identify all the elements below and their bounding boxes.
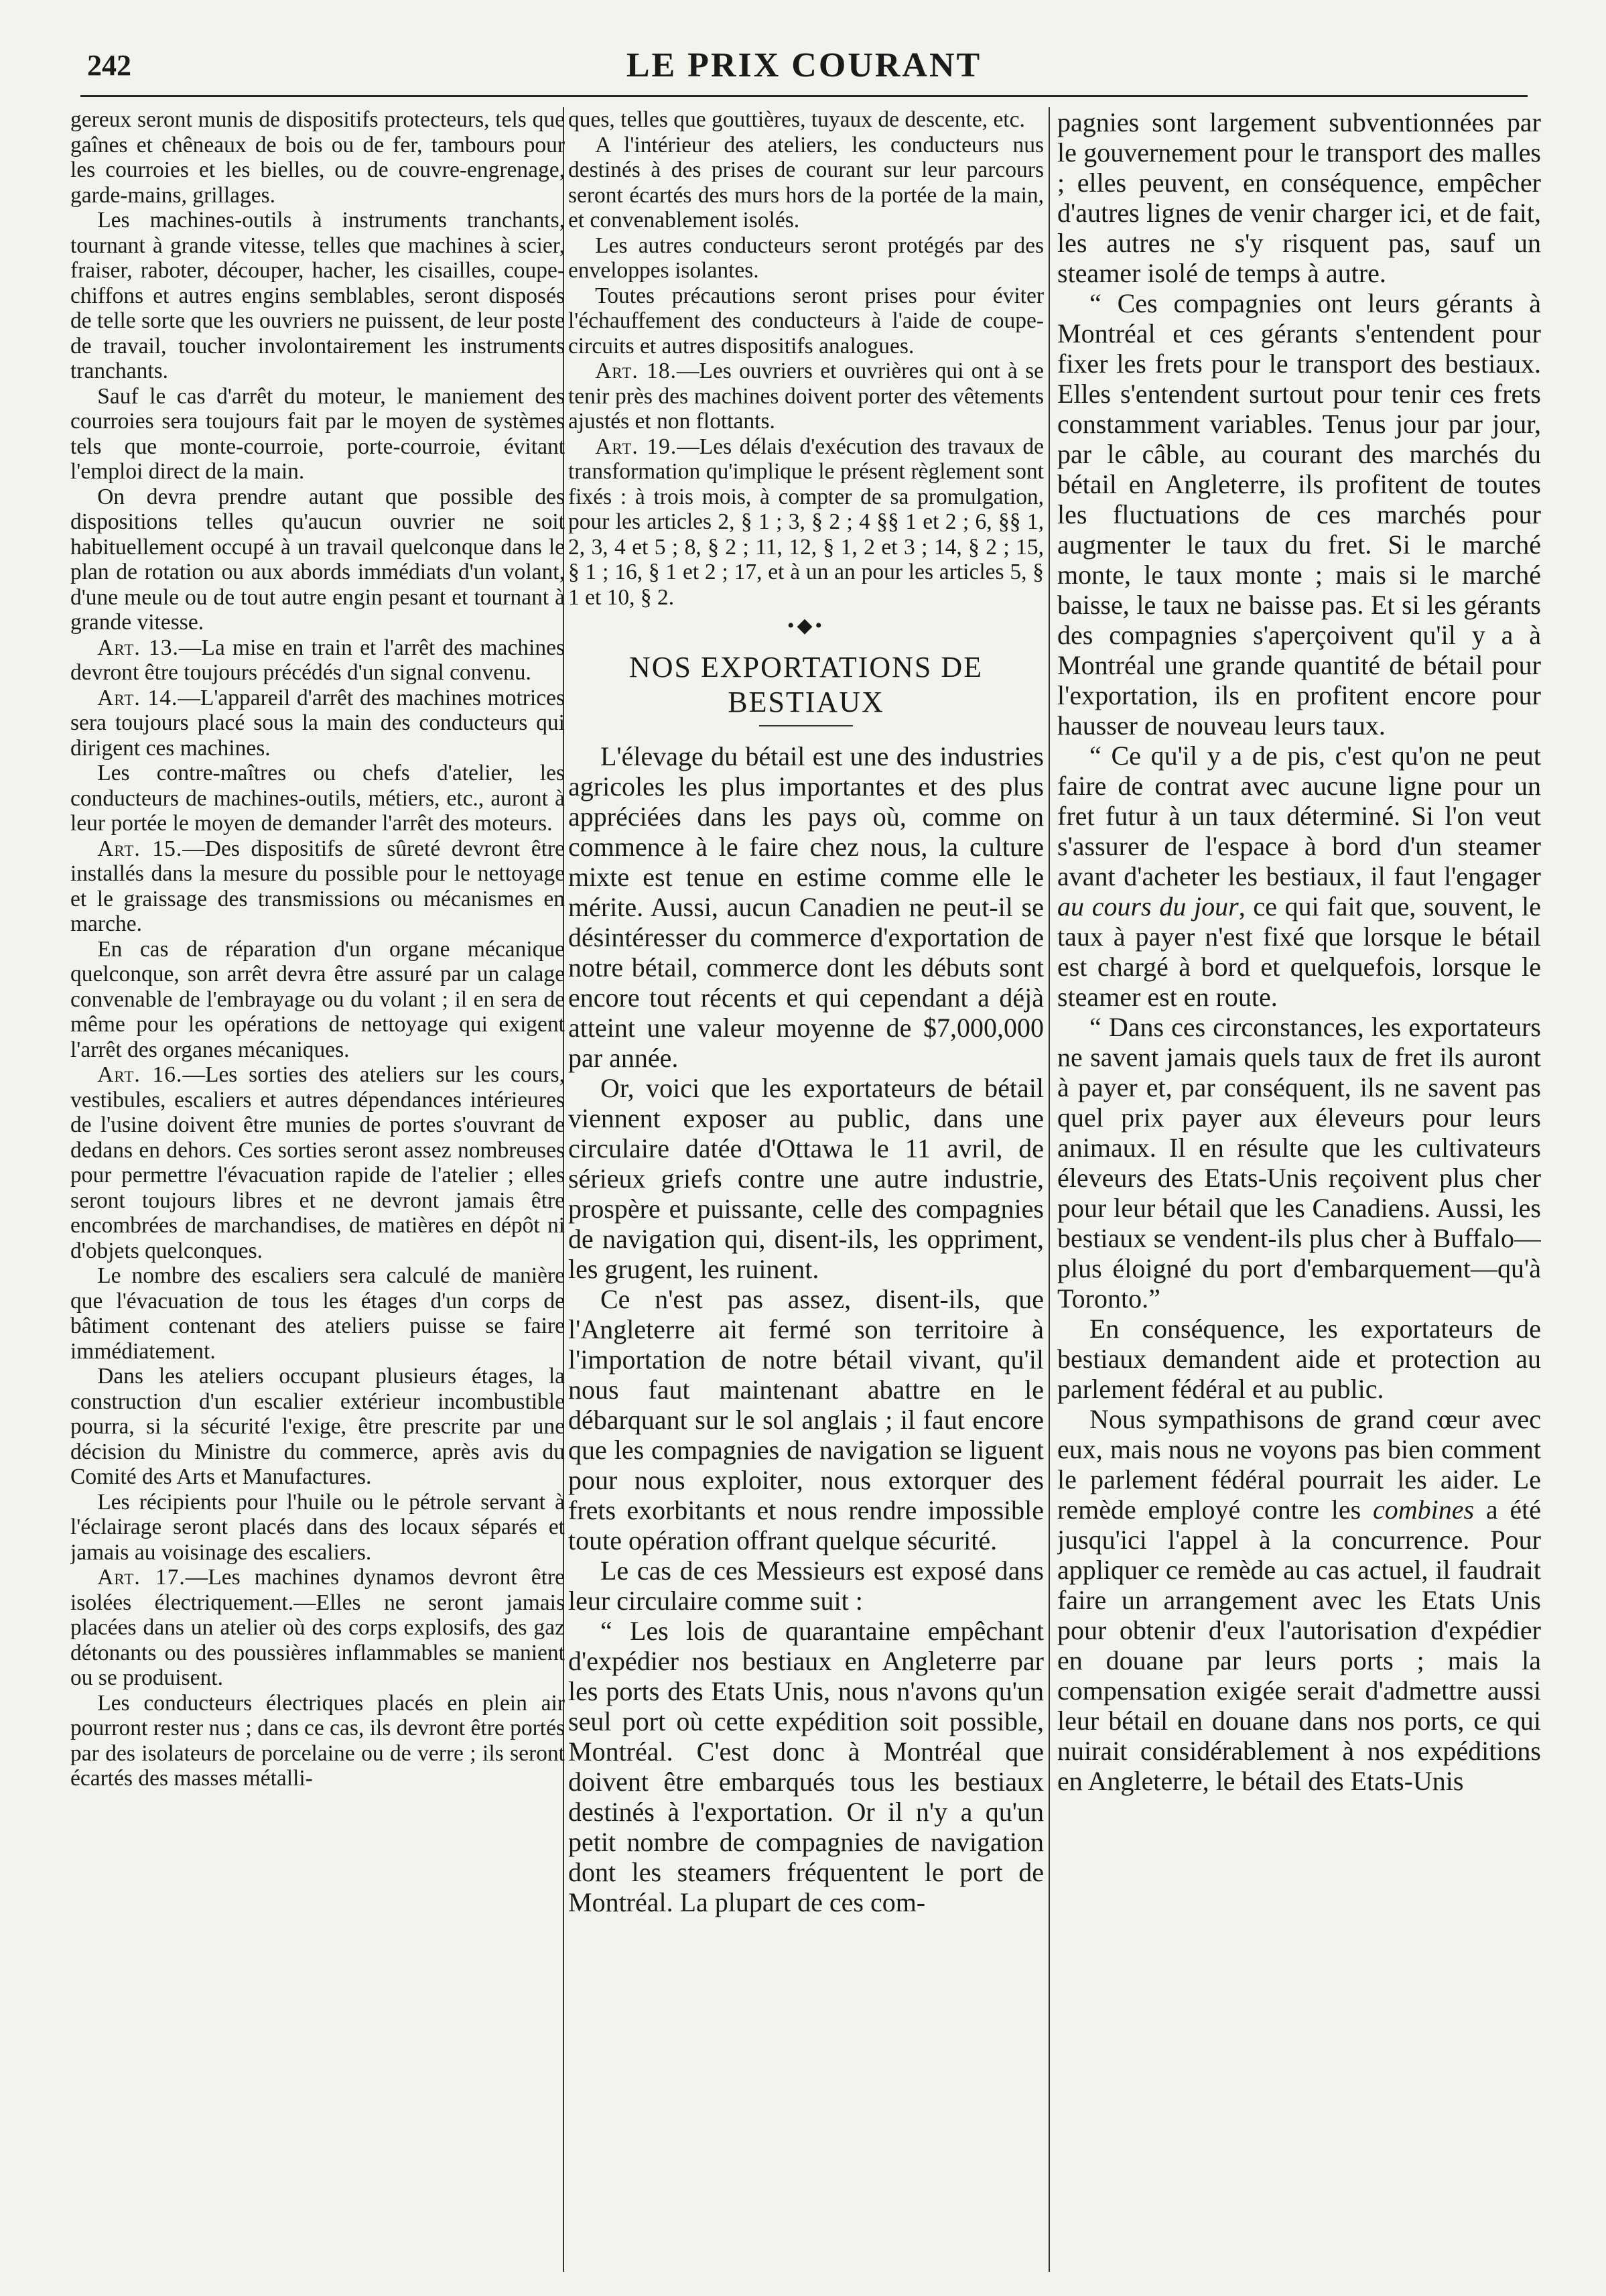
paragraph: Les récipients pour l'huile ou le pétrole servant à l'éclairage seront placés dans des locaux séparés et jamais au voisinage des escaliers. [70, 1489, 565, 1565]
article-18 [568, 359, 1044, 434]
paragraph: gereux seront munis de dispositifs protecteurs, tels que gaînes et chêneaux de bois ou de fer, tambours pour les courroies et les bielles, ou de couvre-engrenage, garde-mains, grillages. [70, 107, 565, 208]
article-16 [70, 1062, 565, 1263]
section-title [568, 650, 1044, 726]
article-label: Art. 17. [97, 1565, 186, 1590]
journal-title: LE PRIX COURANT [626, 46, 982, 84]
paragraph: Les machines-outils à instruments tranchants, tournant à grande vitesse, telles que machines à scier, fraiser, raboter, découper, hacher, les cisailles, coupe-chiffons et autres engins semblables, seront disposés de telle sorte que les ouvriers ne puissent, de leur poste de travail, toucher involontairement les instruments tranchants. [70, 208, 565, 383]
text-run: a été jusqu'ici l'appel à la concurrence. Pour appliquer ce remède au cas actuel, il faudrait faire un arrangement avec les Etats Unis pour obtenir d'eux l'autorisation d'expédier en douane par leurs ports ; mais la compensation exigée serait d'admettre aussi leur bétail en douane dans nos ports, ce qui nuirait considérablement à nos expéditions en Angleterre, le bétail des Etats-Unis [1057, 1494, 1541, 1796]
paragraph: Ce n'est pas assez, disent-ils, que l'Angleterre ait fermé son territoire à l'importation de notre bétail vivant, qu'il nous faut maintenant abattre en le débarquant sur le sol anglais ; il faut encore que les compagnies de navigation se liguent pour nous exploiter, nous extorquer des frets exorbitants et nous rendre impossible toute opération offrant quelque sécurité. [568, 1284, 1044, 1555]
article-19 [568, 434, 1044, 611]
paragraph [1057, 741, 1541, 1012]
article-text: —Les délais d'exécution des travaux de transformation qu'implique le présent règlement sont fixés : à trois mois, à compter de sa promulgation, pour les articles 2, § 1 ; 3, § 2 ; 4 §§ 1 et 2 ; 6, §§ 1, 2, 3, 4 et 5 ; 8, § 2 ; 11, 12, § 1, 2 et 3 ; 14, § 2 ; 15, § 1 ; 16, § 1 et 2 ; 17, et à un an pour les articles 5, § 1 et 10, § 2. [568, 434, 1044, 610]
article-text: —Des dispositifs de sûreté devront être installés dans la mesure du possible pour le nettoyage et le graissage des transmissions ou mécanismes en marche. [70, 836, 565, 936]
emphasis: au cours du jour [1057, 891, 1239, 921]
paragraph: ques, telles que gouttières, tuyaux de descente, etc. [568, 107, 1025, 132]
paragraph: Le nombre des escaliers sera calculé de manière que l'évacuation de tous les étages d'un corps de bâtiment contenant des ateliers puisse se faire immédiatement. [70, 1263, 565, 1364]
paragraph: Les contre-maîtres ou chefs d'atelier, les conducteurs de machines-outils, métiers, etc., auront à leur portée le moyen de demander l'arrêt des moteurs. [70, 761, 565, 836]
paragraph: Les autres conducteurs seront protégés par des enveloppes isolantes. [568, 233, 1044, 283]
article-text: —Les machines dynamos devront être isolées électriquement.—Elles ne seront jamais placées dans un atelier où des corps explosifs, des gaz détonants ou des poussières inflammables se manient ou se produisent. [70, 1565, 565, 1690]
section-ornament: •◆• [787, 615, 825, 637]
regulation-continuation [568, 107, 1044, 610]
text-run: , ce qui fait que, souvent, le taux à payer n'est fixé que lorsque le bétail est chargé à bord et quelquefois, lorsque le steamer est en route. [1057, 891, 1541, 1012]
paragraph: Le cas de ces Messieurs est exposé dans leur circulaire comme suit : [568, 1555, 1044, 1616]
article-15 [70, 836, 565, 937]
column-1 [70, 107, 565, 2272]
paragraph: pagnies sont largement subventionnées par le gouvernement pour le transport des malles ; elles peuvent, en conséquence, empêcher d'autres lignes de venir charger ici, et de fait, les autres ne s'y risquent pas, sauf un steamer isolé de temps à autre. [1057, 107, 1541, 288]
text-run: “ Ce qu'il y a de pis, c'est qu'on ne peut faire de contrat avec aucune ligne pour un fret futur à un taux déterminé. Si l'on veut s'assurer de l'espace à bord d'un steamer avant d'acheter les bestiaux, il faut l'engager [1057, 741, 1541, 891]
paragraph: A l'intérieur des ateliers, les conducteurs nus destinés à des prises de courant sur leur parcours seront écartés des murs hors de la portée de la main, et convenablement isolés. [568, 132, 1044, 233]
column-2 [568, 107, 1044, 2272]
article-label: Art. 18. [595, 359, 677, 383]
paragraph: On devra prendre autant que possible des dispositions telles qu'aucun ouvrier ne soit habituellement occupé à un travail quelconque dans le plan de rotation ou aux abords immédiats d'un volant, d'une meule ou de tout autre engin pesant et tournant à grande vitesse. [70, 484, 565, 635]
article-text: —La mise en train et l'arrêt des machines devront être toujours précédés d'un signal convenu. [70, 635, 565, 685]
page-header [80, 42, 1528, 97]
article-label: Art. 19. [595, 434, 677, 459]
article-17 [70, 1565, 565, 1691]
article-label: Art. 14. [97, 685, 178, 710]
article-14 [70, 686, 565, 761]
column-3 [1057, 107, 1541, 2272]
paragraph: Toutes précautions seront prises pour éviter l'échauffement des conducteurs à l'aide de coupe-circuits et autres dispositifs analogues. [568, 283, 1044, 359]
article-text: —Les sorties des ateliers sur les cours, vestibules, escaliers et autres dépendances intérieures de l'usine doivent être munies de portes s'ouvrant de dedans en dehors. Ces sorties seront assez nombreuses pour permettre l'évacuation rapide de l'atelier ; elles seront toujours libres et ne devront jamais être encombrées de marchandises, de matières en dépôt ni d'objets quelconques. [70, 1062, 565, 1263]
paragraph: “ Les lois de quarantaine empêchant d'expédier nos bestiaux en Angleterre par les ports des Etats Unis, nous n'avons qu'un seul port où cette expédition soit possible, Montréal. C'est donc à Montréal que doivent être embarqués tous les bestiaux destinés à l'exportation. Or il n'y a qu'un petit nombre de compagnies de navigation dont les steamers fréquentent le port de Montréal. La plupart de ces com- [568, 1616, 1044, 1917]
section-title-line: BESTIAUX [728, 686, 884, 718]
paragraph: Les conducteurs électriques placés en plein air pourront rester nus ; dans ce cas, ils devront être portés par des isolateurs de porcelaine ou de verre ; ils seront écartés des masses métalli- [70, 1690, 565, 1791]
article-text: —Les ouvriers et ouvrières qui ont à se tenir près des machines doivent porter des vêtements ajustés et non flottants. [568, 359, 1044, 434]
paragraph: “ Ces compagnies ont leurs gérants à Montréal et ces gérants s'entendent pour fixer les frets pour le transport des bestiaux. Elles s'entendent surtout pour tenir ces frets constamment variables. Tenus jour par jour, par le câble, au courant des marchés du bétail en Angleterre, ils profitent de toutes les fluctuations de ces marchés pour augmenter le taux du fret. Si le marché monte, le taux monte ; mais si le marché baisse, le taux ne baisse pas. Et si les gérants des compagnies s'aperçoivent qu'il y a à Montréal une grande quantité de bétail pour l'exportation, ils en profitent encore pour hausser de nouveau leurs taux. [1057, 288, 1541, 741]
paragraph: En cas de réparation d'un organe mécanique quelconque, son arrêt devra être assuré par un calage convenable de l'embrayage ou du volant ; il en sera de même pour les opérations de nettoyage qui exigent l'arrêt des organes mécaniques. [70, 936, 565, 1062]
paragraph: Or, voici que les exportateurs de bétail viennent exposer au public, dans une circulaire datée d'Ottawa le 11 avril, de sérieux griefs contre une autre industrie, prospère et puissante, celle des compagnies de navigation qui, disent-ils, les oppriment, les grugent, les ruinent. [568, 1073, 1044, 1284]
paragraph: Sauf le cas d'arrêt du moteur, le maniement des courroies sera toujours fait par le moyen de systèmes tels que monte-courroie, porte-courroie, évitant l'emploi direct de la main. [70, 383, 565, 484]
column-divider-2 [1049, 107, 1050, 2272]
section-title-line: NOS EXPORTATIONS DE [628, 651, 984, 684]
article-13 [70, 635, 565, 686]
text-run: Nous sympathisons de grand cœur avec eux, mais nous ne voyons pas bien comment le parlement fédéral pourrait les aider. Le remède employé contre les [1057, 1404, 1541, 1525]
paragraph: En conséquence, les exportateurs de bestiaux demandent aide et protection au parlement fédéral et au public. [1057, 1314, 1541, 1404]
paragraph: Dans les ateliers occupant plusieurs étages, la construction d'un escalier extérieur incombustible pourra, si la sécurité l'exige, être prescrite par une décision du Ministre du commerce, après avis du Comité des Arts et Manufactures. [70, 1364, 565, 1489]
article-label: Art. 13. [97, 635, 179, 660]
paragraph [1057, 1404, 1541, 1796]
page-number: 242 [87, 49, 131, 82]
article-text: —L'appareil d'arrêt des machines motrices sera toujours placé sous la main des conducteurs qui dirigent ces machines. [70, 685, 565, 761]
emphasis: combines [1372, 1494, 1475, 1525]
article-label: Art. 15. [97, 836, 183, 861]
title-rule [759, 725, 853, 726]
paragraph: L'élevage du bétail est une des industries agricoles les plus importantes et des plus appréciées dans les pays où, comme on commence à le faire chez nous, la culture mixte est tenue en estime comme elle le mérite. Aussi, aucun Canadien ne peut-il se désintéresser du commerce d'exportation de notre bétail, commerce dont les débuts sont encore tout récents et qui cependant a déjà atteint une valeur moyenne de $7,000,000 par année. [568, 741, 1044, 1073]
paragraph: “ Dans ces circonstances, les exportateurs ne savent jamais quels taux de fret ils auront à payer et, par conséquent, ils ne savent pas quel prix payer aux éleveurs pour leurs animaux. Il en résulte que les cultivateurs éleveurs des Etats-Unis reçoivent plus cher pour leur bétail que les Canadiens. Aussi, les bestiaux se vendent-ils plus cher à Buffalo—plus éloigné du port d'embarquement—qu'à Toronto.” [1057, 1012, 1541, 1314]
article-label: Art. 16. [97, 1062, 183, 1087]
